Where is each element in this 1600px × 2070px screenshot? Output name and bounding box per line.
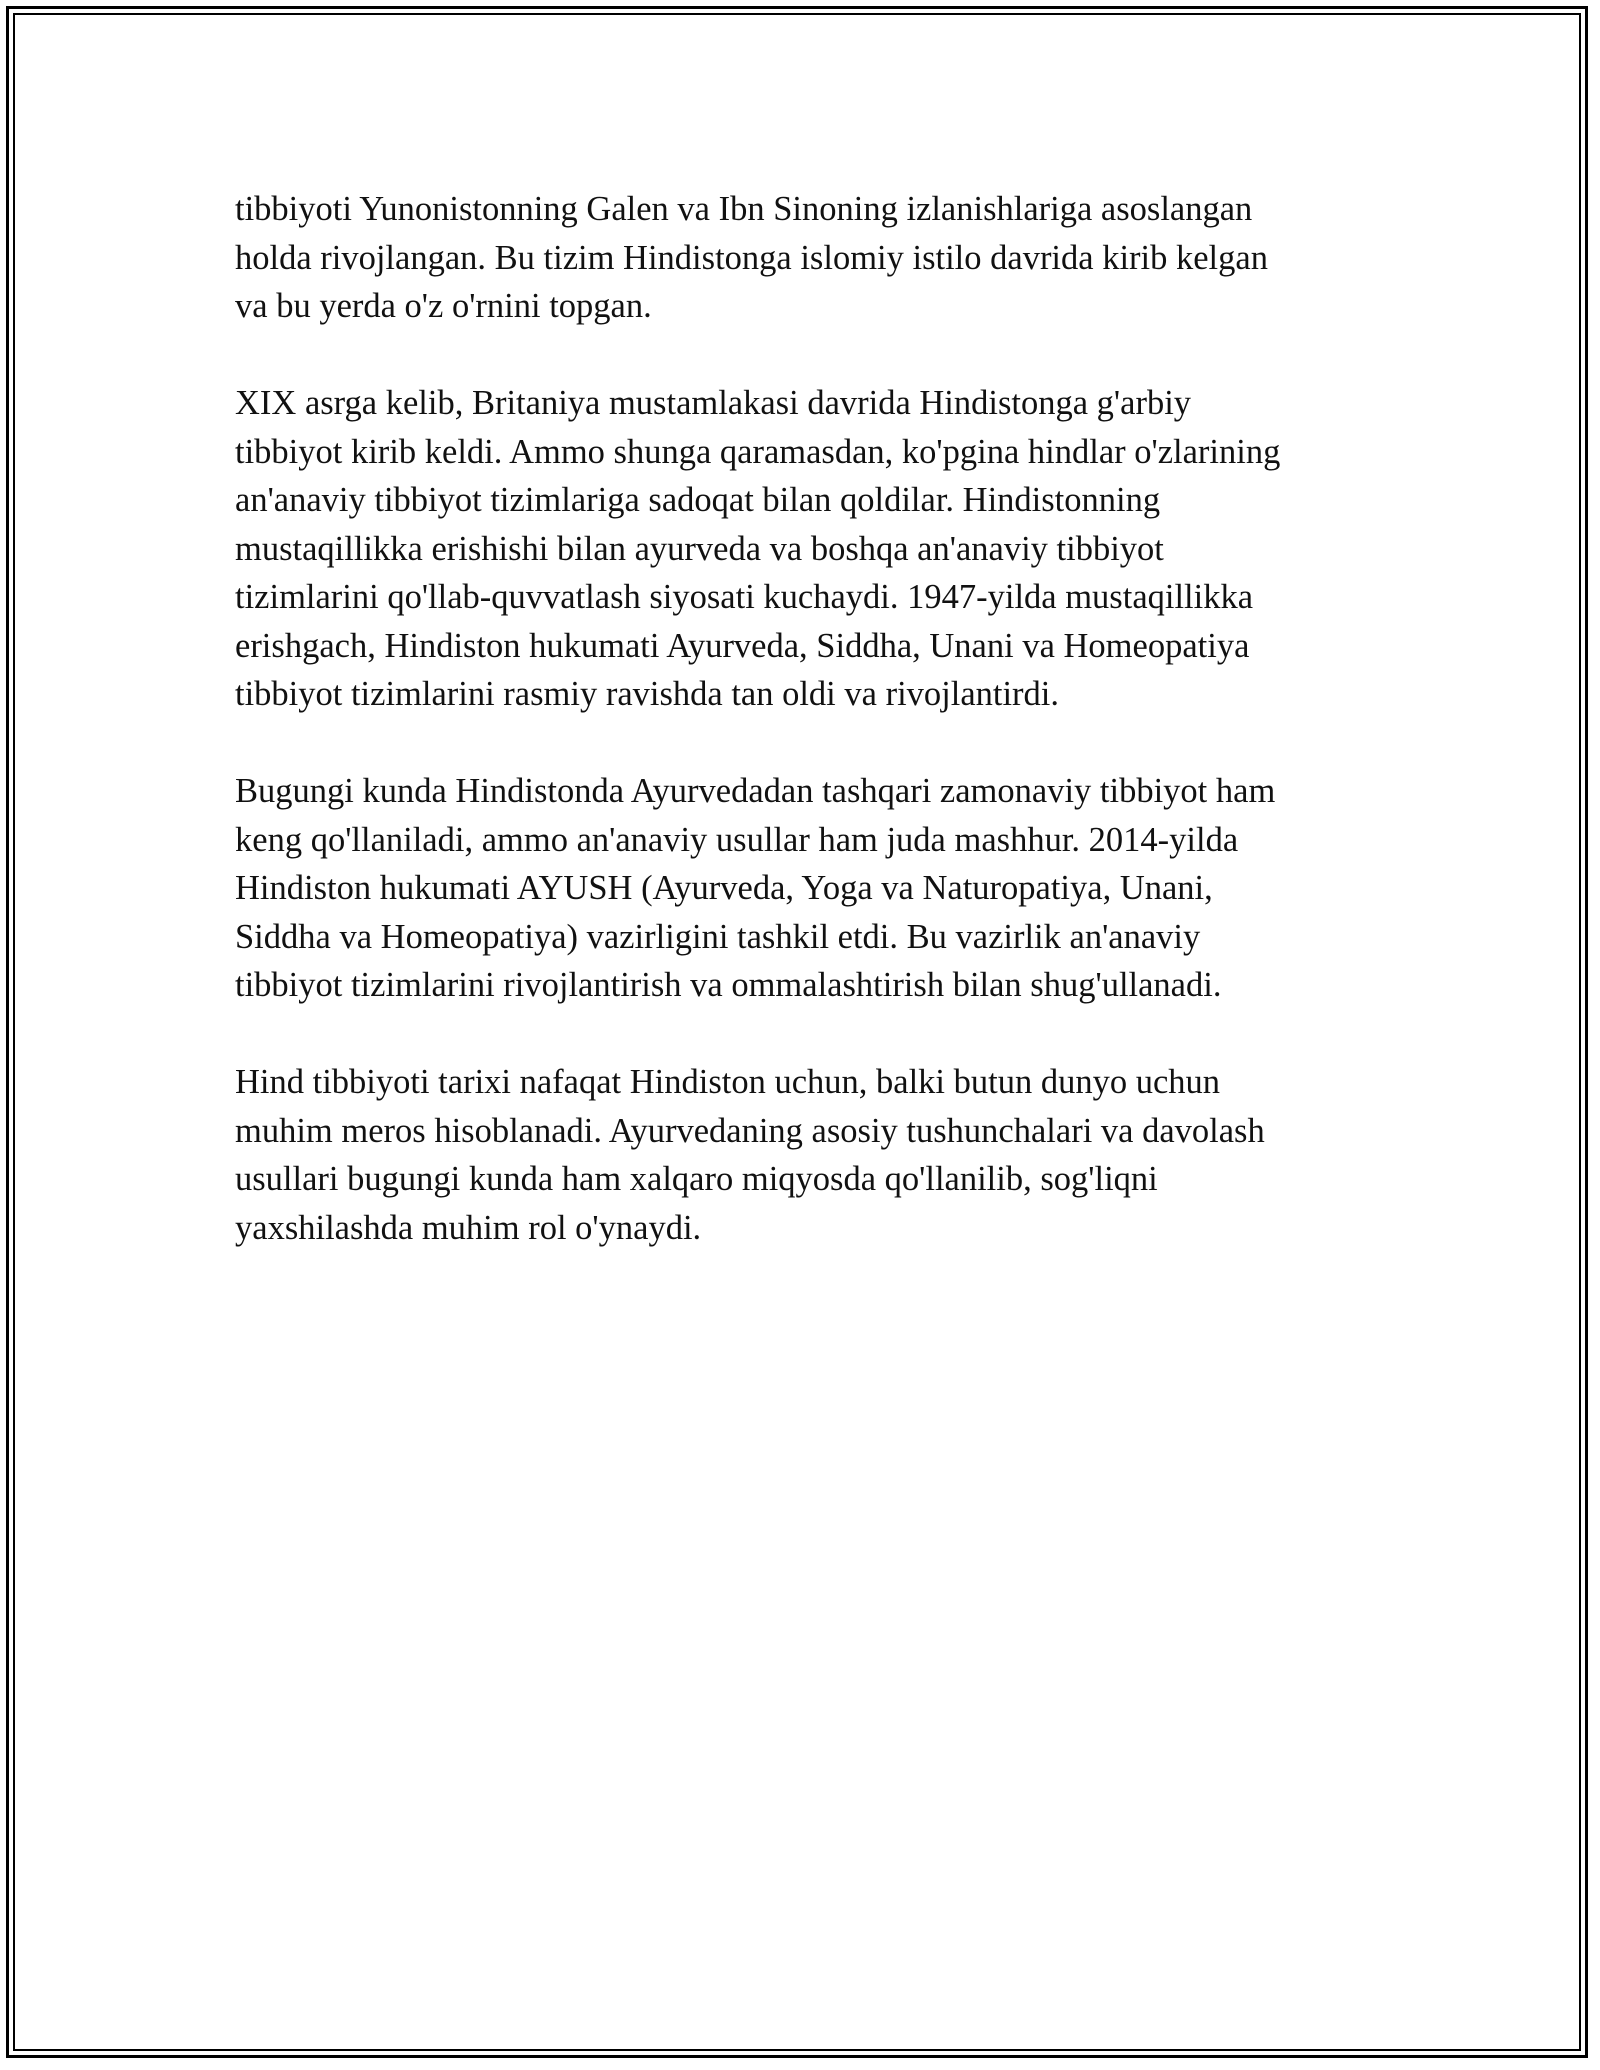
paragraph-4: Hind tibbiyoti tarixi nafaqat Hindiston uchun, balki butun dunyo uchun muhim meros hisoblanadi. Ayurvedaning asosiy tushunchalari va davolash usullari bugungi kunda ham xalqaro miqyosda qo'llanilib, sog'liqni yaxshilashda muhim rol o'ynaydi. [235,1063,1265,1247]
paragraph-2: XIX asrga kelib, Britaniya mustamlakasi davrida Hindistonga g'arbiy tibbiyot kirib keldi. Ammo shunga qaramasdan, ko'pgina hindlar o'zlarining an'anaviy tibbiyot tizimlariga sadoqat bilan qoldilar. Hindistonning mustaqillikka erishishi bilan ayurveda va boshqa an'anaviy tibbiyot tizimlarini qo'llab-quvvatlash siyosati kuchaydi. 1947-yilda mustaqillikka erishgach, Hindiston hukumati Ayurveda, Siddha, Unani va Homeopatiya tibbiyot tizimlarini rasmiy ravishda tan oldi va rivojlantirdi. [235,384,1281,713]
paragraph-1: tibbiyoti Yunonistonning Galen va Ibn Sinoning izlanishlariga asoslangan holda rivojlangan. Bu tizim Hindistonga islomiy istilo davrida kirib kelgan va bu yerda o'z o'rnini topgan. [235,190,1268,325]
paragraph-3: Bugungi kunda Hindistonda Ayurvedadan tashqari zamonaviy tibbiyot ham keng qo'llaniladi, ammo an'anaviy usullar ham juda mashhur. 2014-yilda Hindiston hukumati AYUSH (Ayurveda, Yoga va Naturopatiya, Unani, Siddha va Homeopatiya) vazirligini tashkil etdi. Bu vazirlik an'anaviy tibbiyot tizimlarini rivojlantirish va ommalashtirish bilan shug'ullanadi. [235,772,1276,1004]
document-body [235,185,1365,1301]
